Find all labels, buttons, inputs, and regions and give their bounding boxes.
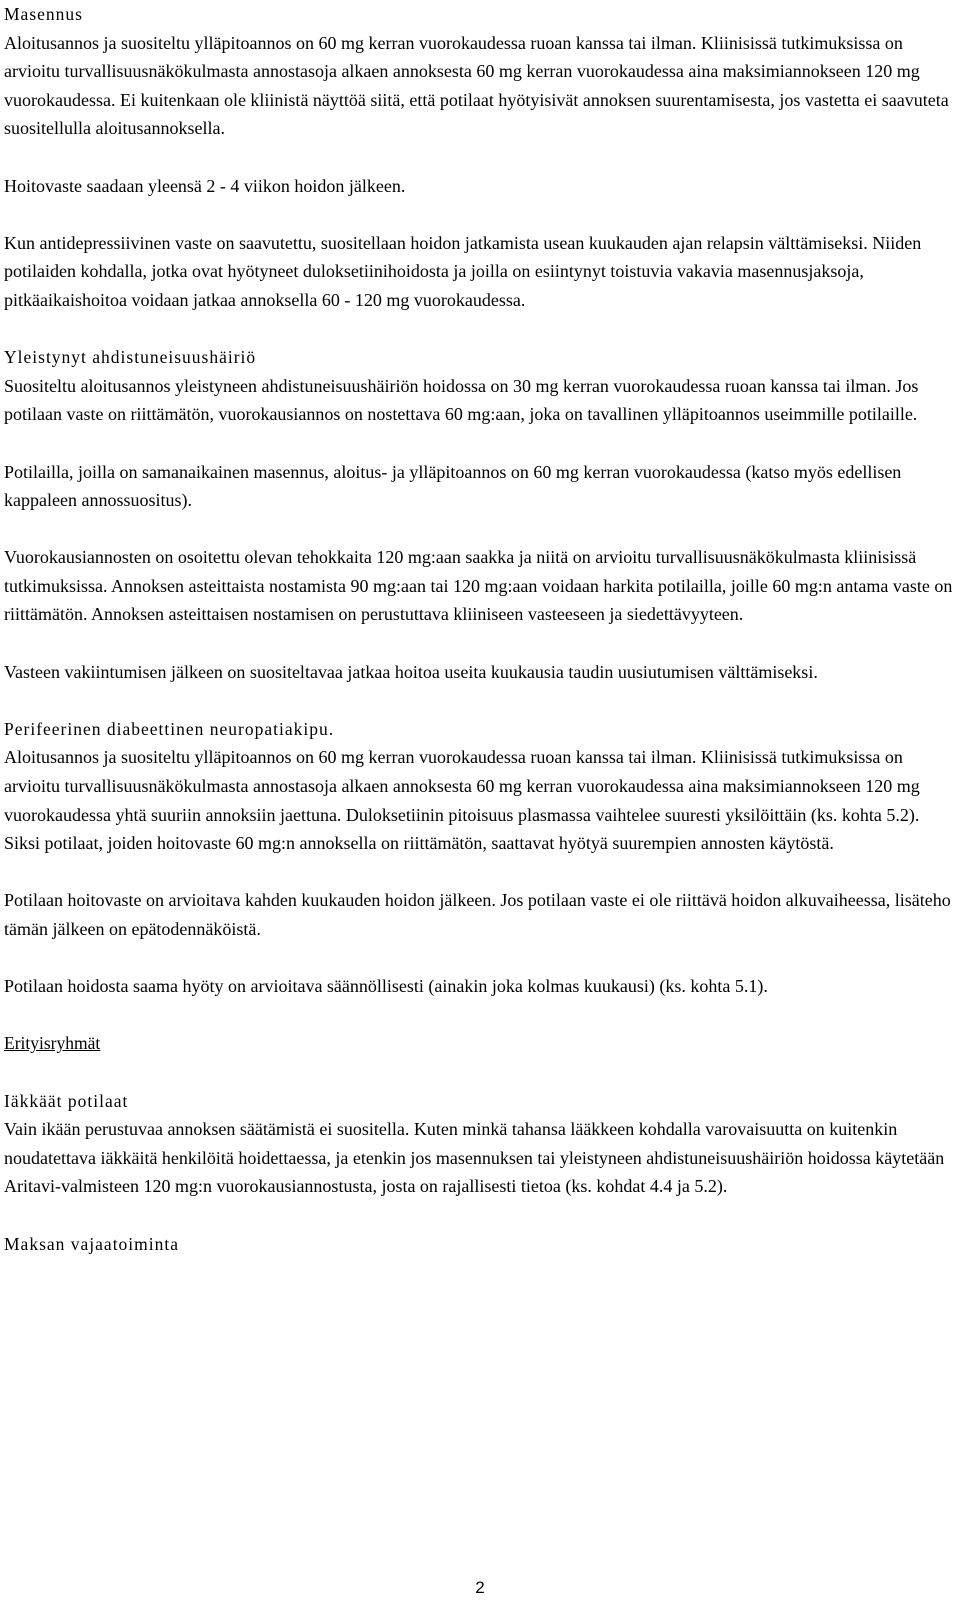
- paragraph-masennus-response: Hoitovaste saadaan yleensä 2 - 4 viikon hoidon jälkeen.: [4, 175, 406, 196]
- page-number: 2: [475, 1578, 485, 1597]
- paragraph-gap: [4, 1001, 956, 1030]
- heading-iakkaat: Iäkkäät potilaat: [4, 1090, 129, 1111]
- paragraph-gap: [4, 686, 956, 715]
- paragraph-gap: [4, 1058, 956, 1087]
- document-body: [4, 0, 956, 1258]
- paragraph-masennus-maintenance: Kun antidepressiivinen vaste on saavutettu, suositellaan hoidon jatkamista usean kuukauden ajan relapsin välttämiseksi. Niiden potilaiden kohdalla, jotka ovat hyötyneet duloksetiinihoidosta ja joilla on esiintynyt toistuvia vakavia masennusjaksoja, pitkäaikaishoitoa voidaan jatkaa annoksella 60 - 120 mg vuorokaudessa.: [4, 232, 922, 310]
- paragraph-ahdistus-comorbid: Potilailla, joilla on samanaikainen masennus, aloitus- ja ylläpitoannos on 60 mg kerran vuorokaudessa (katso myös edellisen kappaleen annossuositus).: [4, 461, 902, 511]
- paragraph-masennus-dosage: Aloitusannos ja suositeltu ylläpitoannos on 60 mg kerran vuorokaudessa ruoan kanssa tai ilman. Kliinisissä tutkimuksissa on arvioitu turvallisuusnäkökulmasta annostasoja alkaen annoksesta 60 mg kerran vuorokaudessa aina maksimiannokseen 120 mg vuorokaudessa. Ei kuitenkaan ole kliinistä näyttöä siitä, että potilaat hyötyisivät annoksen suurentamisesta, jos vastetta ei saavuteta suositellulla aloitusannoksella.: [4, 32, 949, 139]
- paragraph-ahdistus-dosage: Suositeltu aloitusannos yleistyneen ahdistuneisuushäiriön hoidossa on 30 mg kerran vuorokaudessa ruoan kanssa tai ilman. Jos potilaan vaste on riittämätön, vuorokausiannos on nostettava 60 mg:aan, joka on tavallinen ylläpitoannos useimmille potilaille.: [4, 375, 919, 425]
- paragraph-gap: [4, 429, 956, 458]
- paragraph-gap: [4, 629, 956, 658]
- paragraph-gap: [4, 1201, 956, 1230]
- paragraph-gap: [4, 143, 956, 172]
- paragraph-gap: [4, 515, 956, 544]
- heading-neuropatia: Perifeerinen diabeettinen neuropatiakipu.: [4, 718, 335, 739]
- paragraph-gap: [4, 944, 956, 973]
- paragraph-neuropatia-dosage: Aloitusannos ja suositeltu ylläpitoannos on 60 mg kerran vuorokaudessa ruoan kanssa tai ilman. Kliinisissä tutkimuksissa on arvioitu turvallisuusnäkökulmasta annostasoja alkaen annoksesta 60 mg kerran vuorokaudessa aina maksimiannokseen 120 mg vuorokaudessa yhtä suuriin annoksiin jaettuna. Duloksetiinin pitoisuus plasmassa vaihtelee suuresti yksilöittäin (ks. kohta 5.2). Siksi potilaat, joiden hoitovaste 60 mg:n annoksella on riittämätön, saattavat hyötyä suurempien annosten käytöstä.: [4, 747, 920, 854]
- paragraph-gap: [4, 200, 956, 229]
- heading-erityisryhmat: Erityisryhmät: [4, 1033, 101, 1054]
- paragraph-ahdistus-titration: Vuorokausiannosten on osoitettu olevan tehokkaita 120 mg:aan saakka ja niitä on arvioitu turvallisuusnäkökulmasta kliinisissä tutkimuksissa. Annoksen asteittaista nostamista 90 mg:aan tai 120 mg:aan voidaan harkita potilailla, joille 60 mg:n antama vaste on riittämätön. Annoksen asteittaisen nostamisen on perustuttava kliiniseen vasteeseen ja siedettävyyteen.: [4, 547, 953, 625]
- paragraph-neuropatia-review: Potilaan hoidosta saama hyöty on arvioitava säännöllisesti (ainakin joka kolmas kuukausi) (ks. kohta 5.1).: [4, 976, 768, 997]
- paragraph-neuropatia-evaluation: Potilaan hoitovaste on arvioitava kahden kuukauden hoidon jälkeen. Jos potilaan vaste ei ole riittävä hoidon alkuvaiheessa, lisäteho tämän jälkeen on epätodennäköistä.: [4, 890, 951, 939]
- paragraph-iakkaat: Vain ikään perustuvaa annoksen säätämistä ei suositella. Kuten minkä tahansa lääkkeen kohdalla varovaisuutta on kuitenkin noudatettava iäkkäitä henkilöitä hoidettaessa, ja etenkin jos masennuksen tai yleistyneen ahdistuneisuushäiriön hoidossa käytetään Aritavi-valmisteen 120 mg:n vuorokausiannostusta, josta on rajallisesti tietoa (ks. kohdat 4.4 ja 5.2).: [4, 1119, 945, 1197]
- paragraph-gap: [4, 315, 956, 344]
- heading-masennus: Masennus: [4, 4, 83, 24]
- paragraph-gap: [4, 858, 956, 887]
- paragraph-ahdistus-continuation: Vasteen vakiintumisen jälkeen on suositeltavaa jatkaa hoitoa useita kuukausia taudin uusiutumisen välttämiseksi.: [4, 661, 818, 682]
- heading-maksan-vajaatoiminta: Maksan vajaatoiminta: [4, 1233, 180, 1254]
- heading-ahdistuneisuus: Yleistynyt ahdistuneisuushäiriö: [4, 347, 257, 368]
